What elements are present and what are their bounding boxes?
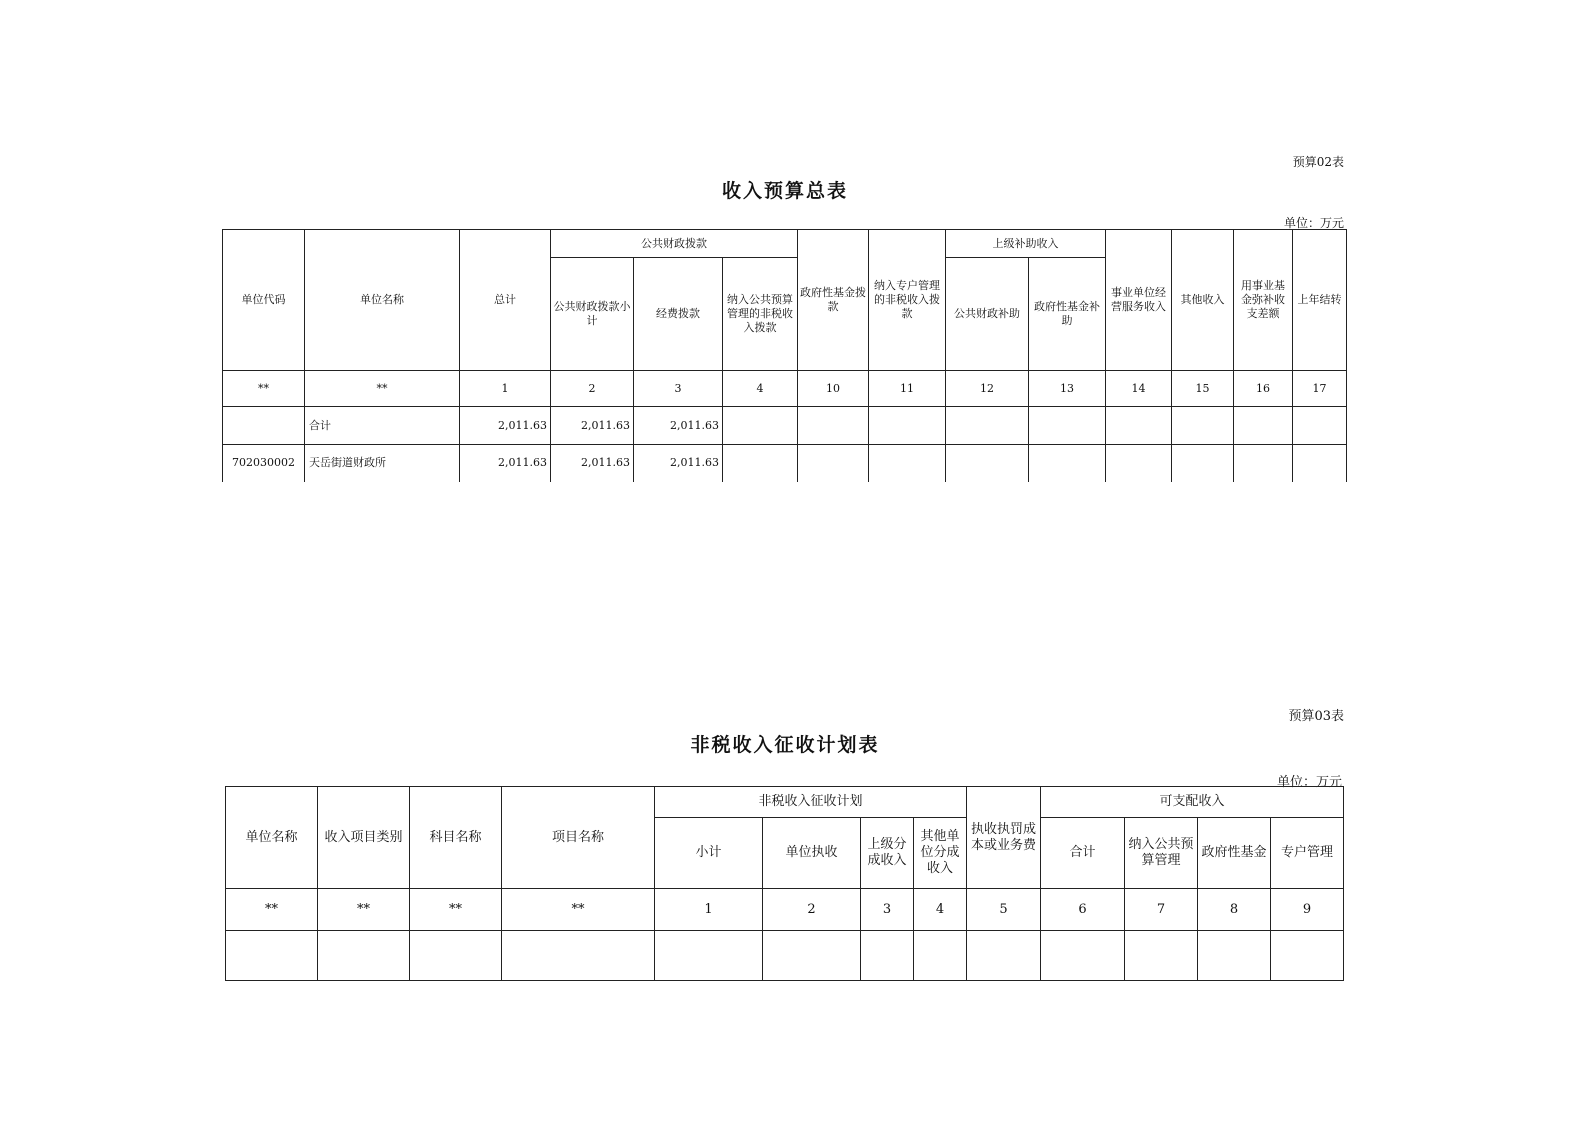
non-tax-plan-table — [225, 786, 1344, 981]
header-special-account: 专户管理 — [1271, 818, 1344, 889]
header-total: 总计 — [460, 230, 551, 371]
empty-cell — [723, 445, 798, 482]
header-subject-name: 科目名称 — [410, 787, 502, 889]
header-unit-collect: 单位执收 — [763, 818, 861, 889]
header-unit-code: 单位代码 — [223, 230, 305, 371]
header-public-finance-subsidy: 公共财政补助 — [946, 258, 1029, 371]
index-cell: 16 — [1234, 371, 1293, 407]
index-cell: 12 — [946, 371, 1029, 407]
empty-cell — [869, 407, 946, 445]
row-subtotal: 2,011.63 — [551, 407, 634, 445]
header-superior-share: 上级分成收入 — [861, 818, 914, 889]
empty-cell — [1198, 931, 1271, 981]
index-cell: ** — [318, 889, 410, 931]
header-public-finance-group: 公共财政拨款 — [551, 230, 798, 258]
header-unit-name: 单位名称 — [226, 787, 318, 889]
row-name: 天岳街道财政所 — [305, 445, 460, 482]
empty-cell — [1293, 407, 1347, 445]
empty-cell — [1271, 931, 1344, 981]
header-other-unit-share: 其他单位分成收入 — [914, 818, 967, 889]
empty-cell — [1041, 931, 1125, 981]
header-operating-funds: 经费拨款 — [634, 258, 723, 371]
empty-cell — [1172, 445, 1234, 482]
header-gov-fund-subsidy: 政府性基金补助 — [1029, 258, 1106, 371]
table1-unit: 单位：万元 — [1283, 216, 1344, 230]
header-fund-makeup: 用事业基金弥补收支差额 — [1234, 230, 1293, 371]
empty-cell — [1293, 445, 1347, 482]
empty-cell — [763, 931, 861, 981]
empty-cell — [410, 931, 502, 981]
row-operating: 2,011.63 — [634, 407, 723, 445]
index-cell: 7 — [1125, 889, 1198, 931]
empty-cell — [946, 445, 1029, 482]
empty-cell — [946, 407, 1029, 445]
header-unit-name: 单位名称 — [305, 230, 460, 371]
header-business-income: 事业单位经营服务收入 — [1106, 230, 1172, 371]
empty-cell — [1125, 931, 1198, 981]
empty-cell — [1106, 407, 1172, 445]
index-cell: ** — [223, 371, 305, 407]
empty-cell — [318, 931, 410, 981]
index-cell: 17 — [1293, 371, 1347, 407]
header-public-finance-subtotal: 公共财政拨款小计 — [551, 258, 634, 371]
index-cell: 1 — [655, 889, 763, 931]
empty-cell — [226, 931, 318, 981]
index-row — [223, 371, 1347, 407]
index-cell: ** — [226, 889, 318, 931]
row-subtotal: 2,011.63 — [551, 445, 634, 482]
index-row — [226, 889, 1344, 931]
empty-cell — [655, 931, 763, 981]
row-code: 702030002 — [223, 445, 305, 482]
header-non-tax-in-budget: 纳入公共预算管理的非税收入拨款 — [723, 258, 798, 371]
index-cell: 11 — [869, 371, 946, 407]
empty-cell — [1029, 407, 1106, 445]
table-row-total — [223, 407, 1347, 445]
header-income-category: 收入项目类别 — [318, 787, 410, 889]
index-cell: ** — [410, 889, 502, 931]
index-cell: 14 — [1106, 371, 1172, 407]
index-cell: 15 — [1172, 371, 1234, 407]
table2-title: 非税收入征收计划表 — [690, 734, 880, 756]
header-subtotal: 小计 — [655, 818, 763, 889]
income-budget-table — [222, 229, 1347, 482]
index-cell: 13 — [1029, 371, 1106, 407]
empty-cell — [1029, 445, 1106, 482]
index-cell: 9 — [1271, 889, 1344, 931]
table-row — [226, 931, 1344, 981]
index-cell: 2 — [551, 371, 634, 407]
index-cell: 3 — [861, 889, 914, 931]
index-cell: 3 — [634, 371, 723, 407]
table2-unit: 单位：万元 — [1276, 775, 1342, 790]
header-in-public-budget: 纳入公共预算管理 — [1125, 818, 1198, 889]
header-other-income: 其他收入 — [1172, 230, 1234, 371]
row-code — [223, 407, 305, 445]
index-cell: 5 — [967, 889, 1041, 931]
row-operating: 2,011.63 — [634, 445, 723, 482]
header-project-name: 项目名称 — [502, 787, 655, 889]
index-cell: 2 — [763, 889, 861, 931]
empty-cell — [1234, 445, 1293, 482]
header-disposable-total: 合计 — [1041, 818, 1125, 889]
empty-cell — [798, 445, 869, 482]
index-cell: 10 — [798, 371, 869, 407]
header-gov-fund: 政府性基金拨款 — [798, 230, 869, 371]
empty-cell — [861, 931, 914, 981]
index-cell: 8 — [1198, 889, 1271, 931]
header-last-year-carryover: 上年结转 — [1293, 230, 1347, 371]
index-cell: 1 — [460, 371, 551, 407]
index-cell: 4 — [723, 371, 798, 407]
row-total: 2,011.63 — [460, 407, 551, 445]
empty-cell — [798, 407, 869, 445]
index-cell: ** — [502, 889, 655, 931]
header-gov-fund: 政府性基金 — [1198, 818, 1271, 889]
empty-cell — [502, 931, 655, 981]
header-collection-cost: 执收执罚成本或业务费 — [967, 787, 1041, 889]
empty-cell — [1172, 407, 1234, 445]
table-row — [223, 445, 1347, 482]
index-cell: 4 — [914, 889, 967, 931]
table1-code: 预算02表 — [1292, 155, 1344, 169]
header-disposable-group: 可支配收入 — [1041, 787, 1344, 818]
index-cell: 6 — [1041, 889, 1125, 931]
empty-cell — [1234, 407, 1293, 445]
table1-title: 收入预算总表 — [721, 180, 848, 202]
empty-cell — [1106, 445, 1172, 482]
empty-cell — [914, 931, 967, 981]
row-total: 2,011.63 — [460, 445, 551, 482]
empty-cell — [967, 931, 1041, 981]
empty-cell — [723, 407, 798, 445]
empty-cell — [869, 445, 946, 482]
header-superior-subsidy-group: 上级补助收入 — [946, 230, 1106, 258]
row-name: 合计 — [305, 407, 460, 445]
index-cell: ** — [305, 371, 460, 407]
header-special-account-non-tax: 纳入专户管理的非税收入拨款 — [869, 230, 946, 371]
table2-code: 预算03表 — [1288, 709, 1344, 724]
header-plan-group: 非税收入征收计划 — [655, 787, 967, 818]
